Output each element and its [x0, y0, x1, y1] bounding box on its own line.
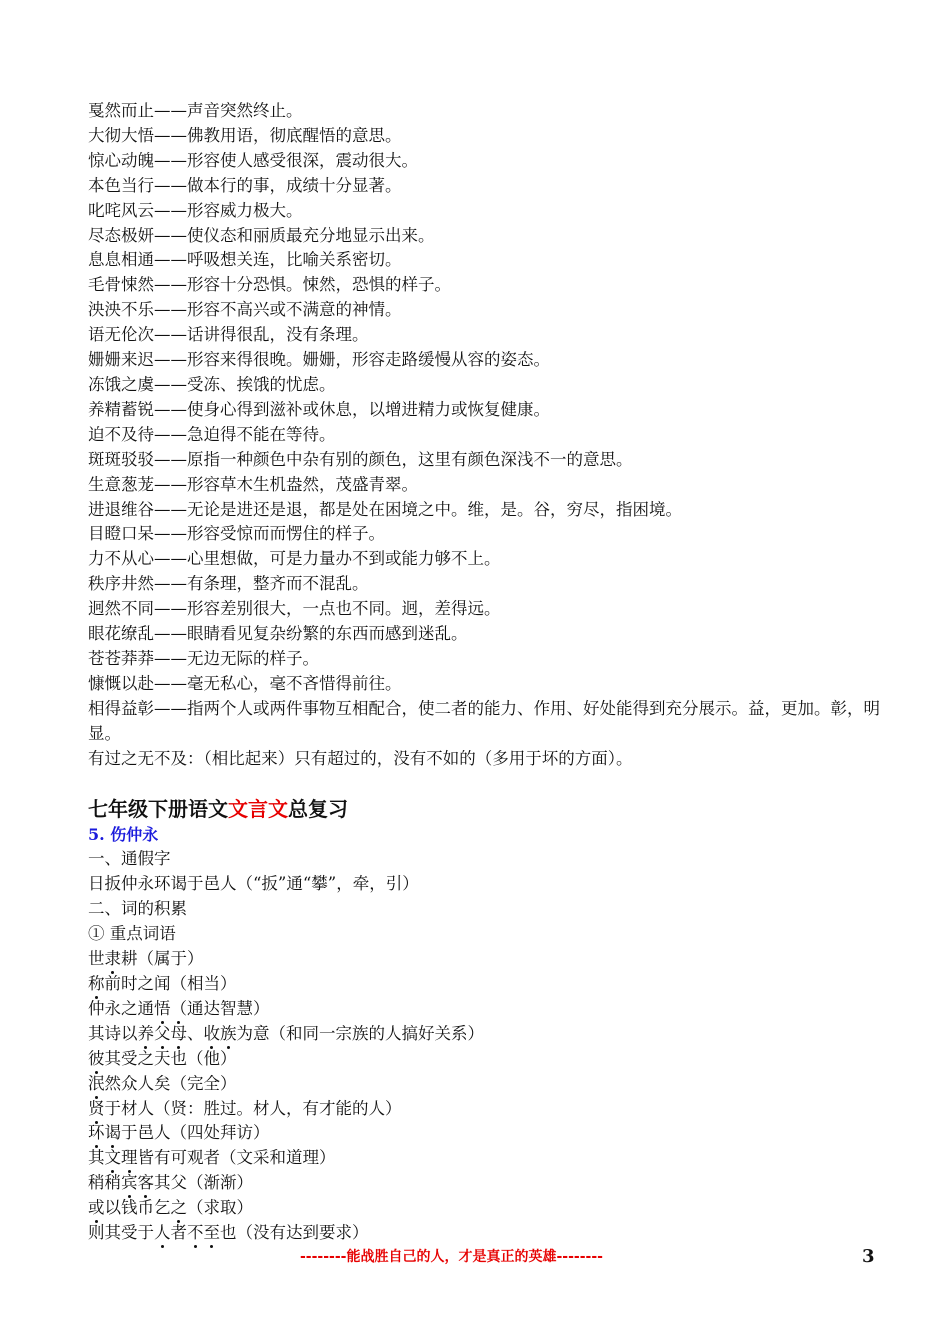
vocab-line: 或以钱币乞之（求取） [88, 1198, 253, 1218]
vocab-line: 仲永之通悟（通达智慧） [88, 998, 270, 1018]
vocab-line: 贤于材人（贤：胜过。材人，有才能的人） [88, 1098, 402, 1118]
emphasis-char: 母 [170, 1023, 187, 1043]
idiom-line: 斑斑驳驳——原指一种颜色中杂有别的颜色，这里有颜色深浅不一的意思。 [88, 449, 633, 469]
emphasis-char: 至 [203, 1223, 220, 1243]
idiom-line: 尽态极妍——使仪态和丽质最充分地显示出来。 [88, 225, 435, 245]
idiom-line: 目瞪口呆——形容受惊而而愣住的样子。 [88, 524, 385, 544]
vocab-line: 则其受于人者不至也（没有达到要求） [88, 1223, 369, 1243]
section-title [88, 795, 888, 823]
vocab-line: 环谒于邑人（四处拜访） [88, 1123, 270, 1143]
emphasis-char: 父 [154, 1023, 171, 1043]
idiom-line: 冻饿之虞——受冻、挨饿的忧虑。 [88, 374, 336, 394]
vocab-line: 其诗以养父母、收族为意（和同一宗族的人搞好关系） [88, 1023, 484, 1043]
vocab-line: 彼其受之天也（他） [88, 1048, 237, 1068]
emphasis-char: 收 [203, 1023, 220, 1043]
emphasis-char: 隶 [104, 949, 121, 969]
idiom-line: 泱泱不乐——形容不高兴或不满意的神情。 [88, 300, 402, 320]
emphasis-char: 彼 [88, 1048, 105, 1068]
idiom-line: 本色当行——做本行的事，成绩十分显著。 [88, 175, 402, 195]
idiom-line: 大彻大悟——佛教用语，彻底醒悟的意思。 [88, 125, 402, 145]
page-number: 3 [862, 1246, 875, 1267]
emphasis-char: 谒 [104, 1123, 121, 1143]
emphasis-char: 或 [88, 1198, 105, 1218]
emphasis-char: （ [170, 998, 187, 1018]
emphasis-char: 泯 [88, 1073, 105, 1093]
idiom-line: 慷慨以赴——毫无私心，毫不吝惜得前往。 [88, 673, 402, 693]
emphasis-char: 族 [220, 1023, 237, 1043]
emphasis-char: 不 [187, 1223, 204, 1243]
emphasis-char: 环 [88, 1123, 105, 1143]
vocab-line: 稍稍宾客其父（渐渐） [88, 1173, 253, 1193]
section-title-pre: 七年级下册语文 [88, 797, 228, 822]
idiom-line: 有过之无不及：（相比起来）只有超过的，没有不如的（多用于坏的方面）。 [88, 748, 633, 768]
idiom-line: 戛然而止——声音突然终止。 [88, 101, 303, 120]
emphasis-char: 宾 [121, 1173, 138, 1193]
emphasis-char: 客 [137, 1173, 154, 1193]
idiom-line: 姗姗来迟——形容来得很晚。姗姗，形容走路缓慢从容的姿态。 [88, 350, 550, 370]
idiom-line: 叱咤风云——形容威力极大。 [88, 200, 303, 220]
idiom-line: 进退维谷——无论是进还是退，都是处在困境之中。维，是。谷，穷尽，指困境。 [88, 499, 682, 519]
emphasis-char: 人 [154, 1223, 171, 1243]
idiom-line: 迥然不同——形容差别很大，一点也不同。迥，差得远。 [88, 599, 501, 619]
emphasis-char: 称 [88, 974, 105, 993]
idiom-line: 语无伦次——话讲得很乱，没有条理。 [88, 325, 369, 345]
vocab-line: 世隶耕（属于） [88, 949, 204, 969]
idiom-line: 生意葱茏——形容草木生机盎然，茂盛青翠。 [88, 474, 418, 494]
idiom-line: 养精蓄锐——使身心得到滋补或休息，以增进精力或恢复健康。 [88, 399, 550, 419]
section-title-post: 总复习 [288, 797, 348, 822]
lesson-title: 5. 伤仲永 [88, 825, 159, 845]
vocab-subheading: ① 重点词语 [88, 924, 176, 944]
idiom-line: 惊心动魄——形容使人感受很深，震动很大。 [88, 150, 418, 170]
vocab-line: 其文理皆有可观者（文采和道理） [88, 1148, 336, 1168]
idiom-line: 相得益彰——指两个人或两件事物互相配合，使二者的能力、作用、好处能得到充分展示。益，更加。彰，明显。 [88, 698, 880, 743]
emphasis-char: 悟 [154, 998, 171, 1018]
section-title-highlight: 文言文 [228, 797, 288, 822]
emphasis-char: 理 [121, 1148, 138, 1168]
idiom-line: 息息相通——呼吸想关连，比喻关系密切。 [88, 250, 402, 270]
idiom-line: 苍苍莽莽——无边无际的样子。 [88, 648, 319, 668]
emphasis-char: 养 [137, 1023, 154, 1043]
vocab-line: 泯然众人矣（完全） [88, 1073, 237, 1093]
vocab-line: 称前时之闻（相当） [88, 974, 237, 993]
emphasis-char: 文 [104, 1148, 121, 1168]
idiom-line: 迫不及待——急迫得不能在等待。 [88, 424, 336, 444]
tongjia-heading: 一、通假字 [88, 849, 171, 869]
emphasis-char: 之 [170, 1198, 187, 1218]
idiom-line: 毛骨悚然——形容十分恐惧。悚然，恐惧的样子。 [88, 275, 451, 295]
document-body [88, 99, 888, 1246]
idiom-line: 力不从心——心里想做，可是力量办不到或能力够不上。 [88, 549, 501, 569]
vocab-heading: 二、词的积累 [88, 899, 187, 919]
emphasis-char: 贤 [88, 1098, 105, 1118]
footer-motto: --------能战胜自己的人，才是真正的英雄-------- [300, 1249, 603, 1265]
idiom-line: 眼花缭乱——眼睛看见复杂纷繁的东西而感到迷乱。 [88, 624, 468, 644]
idiom-line: 秩序井然——有条理，整齐而不混乱。 [88, 574, 369, 594]
tongjia-line: 日扳仲永环谒于邑人（“扳”通“攀”，牵，引） [88, 874, 419, 894]
